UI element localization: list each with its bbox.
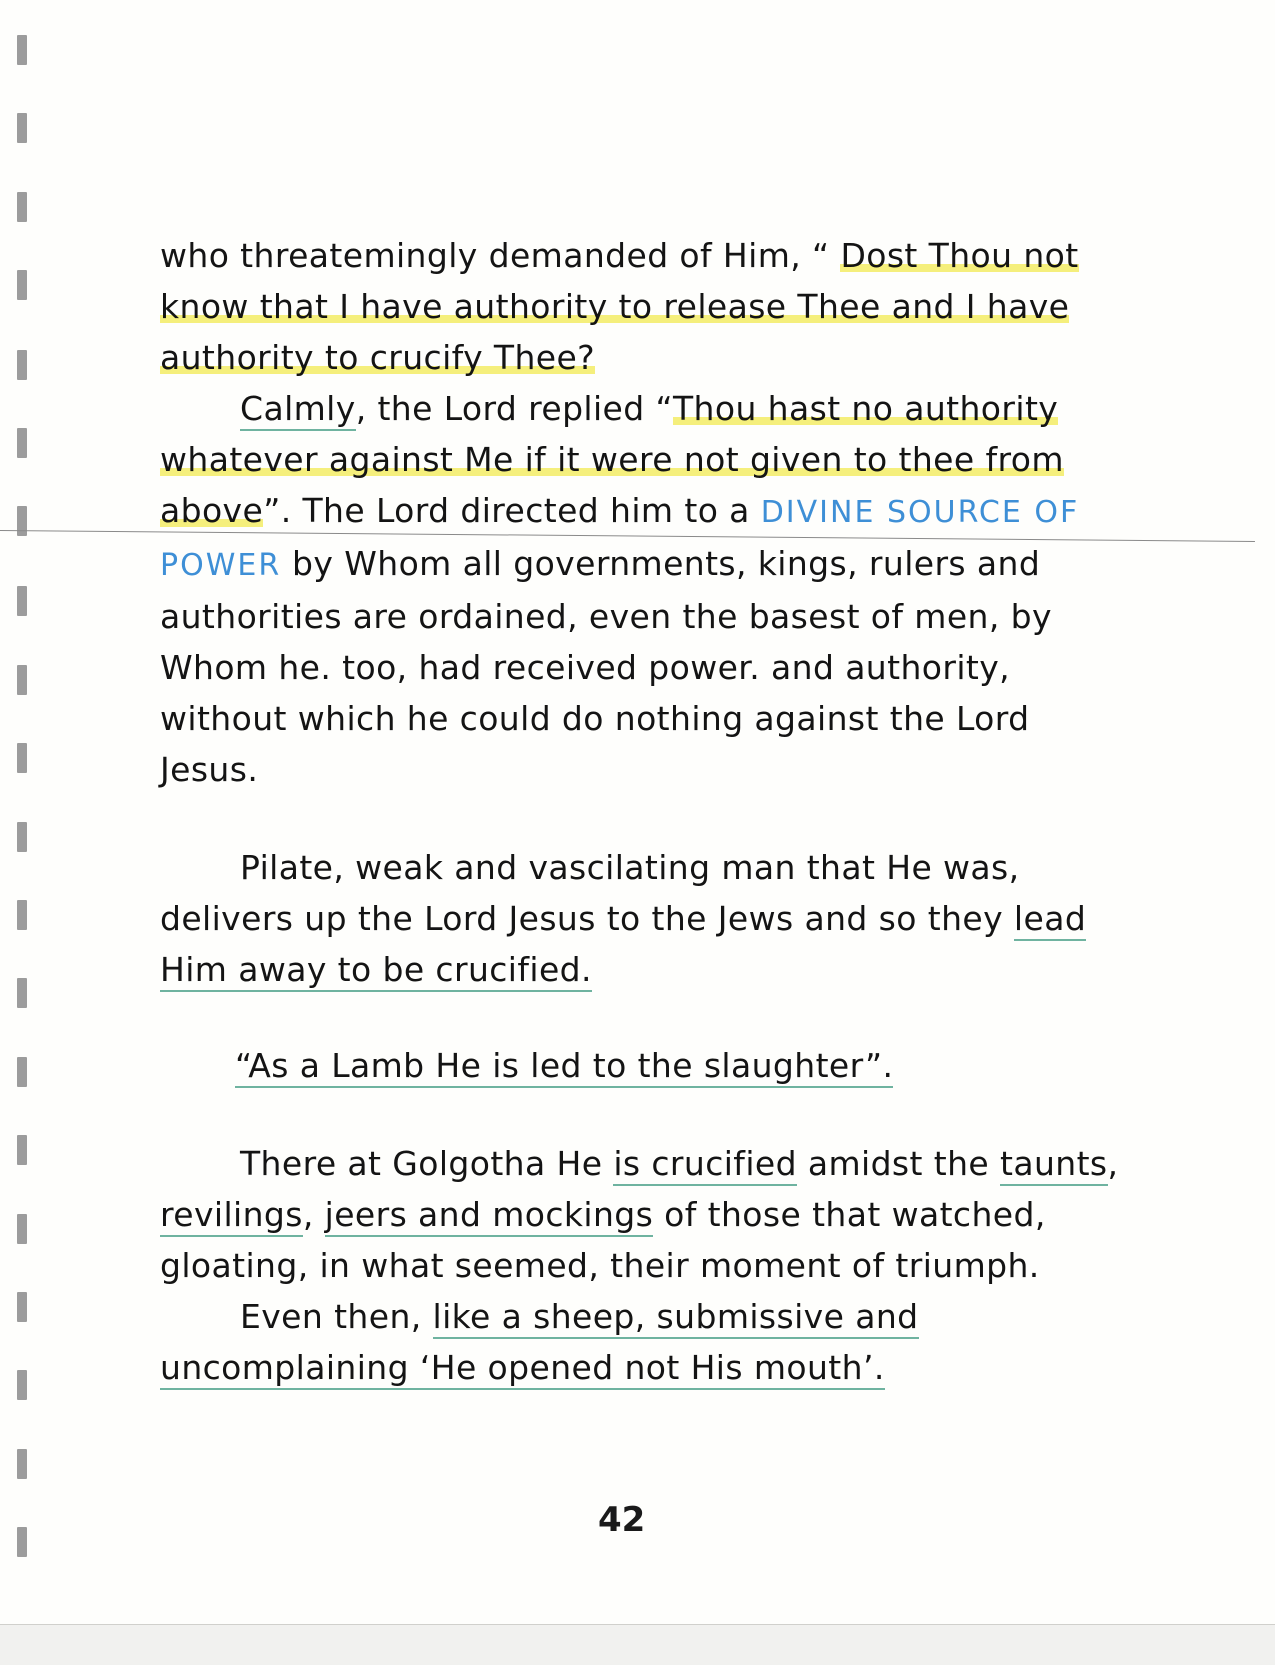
underlined-text: lead Him away to be crucified. bbox=[160, 899, 1086, 992]
text-segment: Even then, bbox=[240, 1297, 433, 1336]
paragraph-pilate-delivers bbox=[160, 842, 1120, 995]
underlined-text: taunts bbox=[1000, 1144, 1108, 1186]
text-segment: who threatemingly demanded of Him, “ bbox=[160, 236, 841, 275]
handwritten-text bbox=[160, 230, 1120, 1393]
underlined-text: is crucified bbox=[613, 1144, 797, 1186]
divine-source-text: DIVINE SOURCE OF POWER bbox=[160, 495, 1080, 583]
binding-hole bbox=[17, 900, 27, 930]
binding-hole bbox=[17, 822, 27, 852]
binding-hole bbox=[17, 586, 27, 616]
text-segment: ”. The Lord directed him to a bbox=[263, 491, 761, 530]
binding-hole bbox=[17, 506, 27, 536]
spiral-binding bbox=[17, 0, 29, 1664]
underlined-text: like a sheep, submissive and uncomplaining ‘He opened not His mouth’. bbox=[160, 1297, 919, 1390]
binding-hole bbox=[17, 270, 27, 300]
text-segment: There at Golgotha He bbox=[240, 1144, 614, 1183]
text-segment: of those that watched, gloating, in what seemed, their moment of triumph. bbox=[160, 1195, 1046, 1285]
binding-hole bbox=[17, 1135, 27, 1165]
page-number: 42 bbox=[598, 1500, 646, 1540]
text-segment: , bbox=[302, 1195, 325, 1234]
binding-hole bbox=[17, 1370, 27, 1400]
binding-hole bbox=[17, 978, 27, 1008]
binding-hole bbox=[17, 1449, 27, 1479]
text-segment: amidst the bbox=[796, 1144, 1000, 1183]
paragraph-sheep bbox=[160, 1291, 1120, 1393]
binding-hole bbox=[17, 35, 27, 65]
paragraph-golgotha bbox=[160, 1138, 1120, 1291]
text-segment: by Whom all governments, kings, rulers and authorities are ordained, even the basest of men, by Whom he. too, had received power. and authority, without which he could do nothing against the Lord Jesus. bbox=[160, 544, 1052, 789]
paragraph-lamb-quote bbox=[160, 1040, 1120, 1091]
binding-hole bbox=[17, 743, 27, 773]
binding-hole bbox=[17, 1292, 27, 1322]
binding-hole bbox=[17, 428, 27, 458]
paragraph-pilate-question bbox=[160, 230, 1120, 383]
binding-hole bbox=[17, 113, 27, 143]
text-segment: , bbox=[1107, 1144, 1119, 1183]
underlined-quote: “As a Lamb He is led to the slaughter”. bbox=[235, 1046, 893, 1088]
page-bottom-edge bbox=[0, 1624, 1275, 1665]
binding-hole bbox=[17, 665, 27, 695]
highlighted-quote: Thou hast no authority whatever against Me if it were not given to thee from above bbox=[160, 389, 1064, 530]
binding-hole bbox=[17, 192, 27, 222]
binding-hole bbox=[17, 350, 27, 380]
binding-hole bbox=[17, 1214, 27, 1244]
binding-hole bbox=[17, 1527, 27, 1557]
underlined-text: jeers and mockings bbox=[325, 1195, 654, 1237]
highlighted-quote: Dost Thou not know that I have authority to release Thee and I have authority to crucify Thee? bbox=[160, 236, 1079, 377]
binding-hole bbox=[17, 1057, 27, 1087]
text-segment: , the Lord replied “ bbox=[355, 389, 673, 428]
text-segment: Pilate, weak and vascilating man that He was, delivers up the Lord Jesus to the Jews and so they bbox=[160, 848, 1020, 938]
paragraph-lord-reply bbox=[160, 383, 1120, 795]
underlined-text: revilings bbox=[160, 1195, 303, 1237]
underlined-text: Calmly bbox=[240, 389, 356, 431]
